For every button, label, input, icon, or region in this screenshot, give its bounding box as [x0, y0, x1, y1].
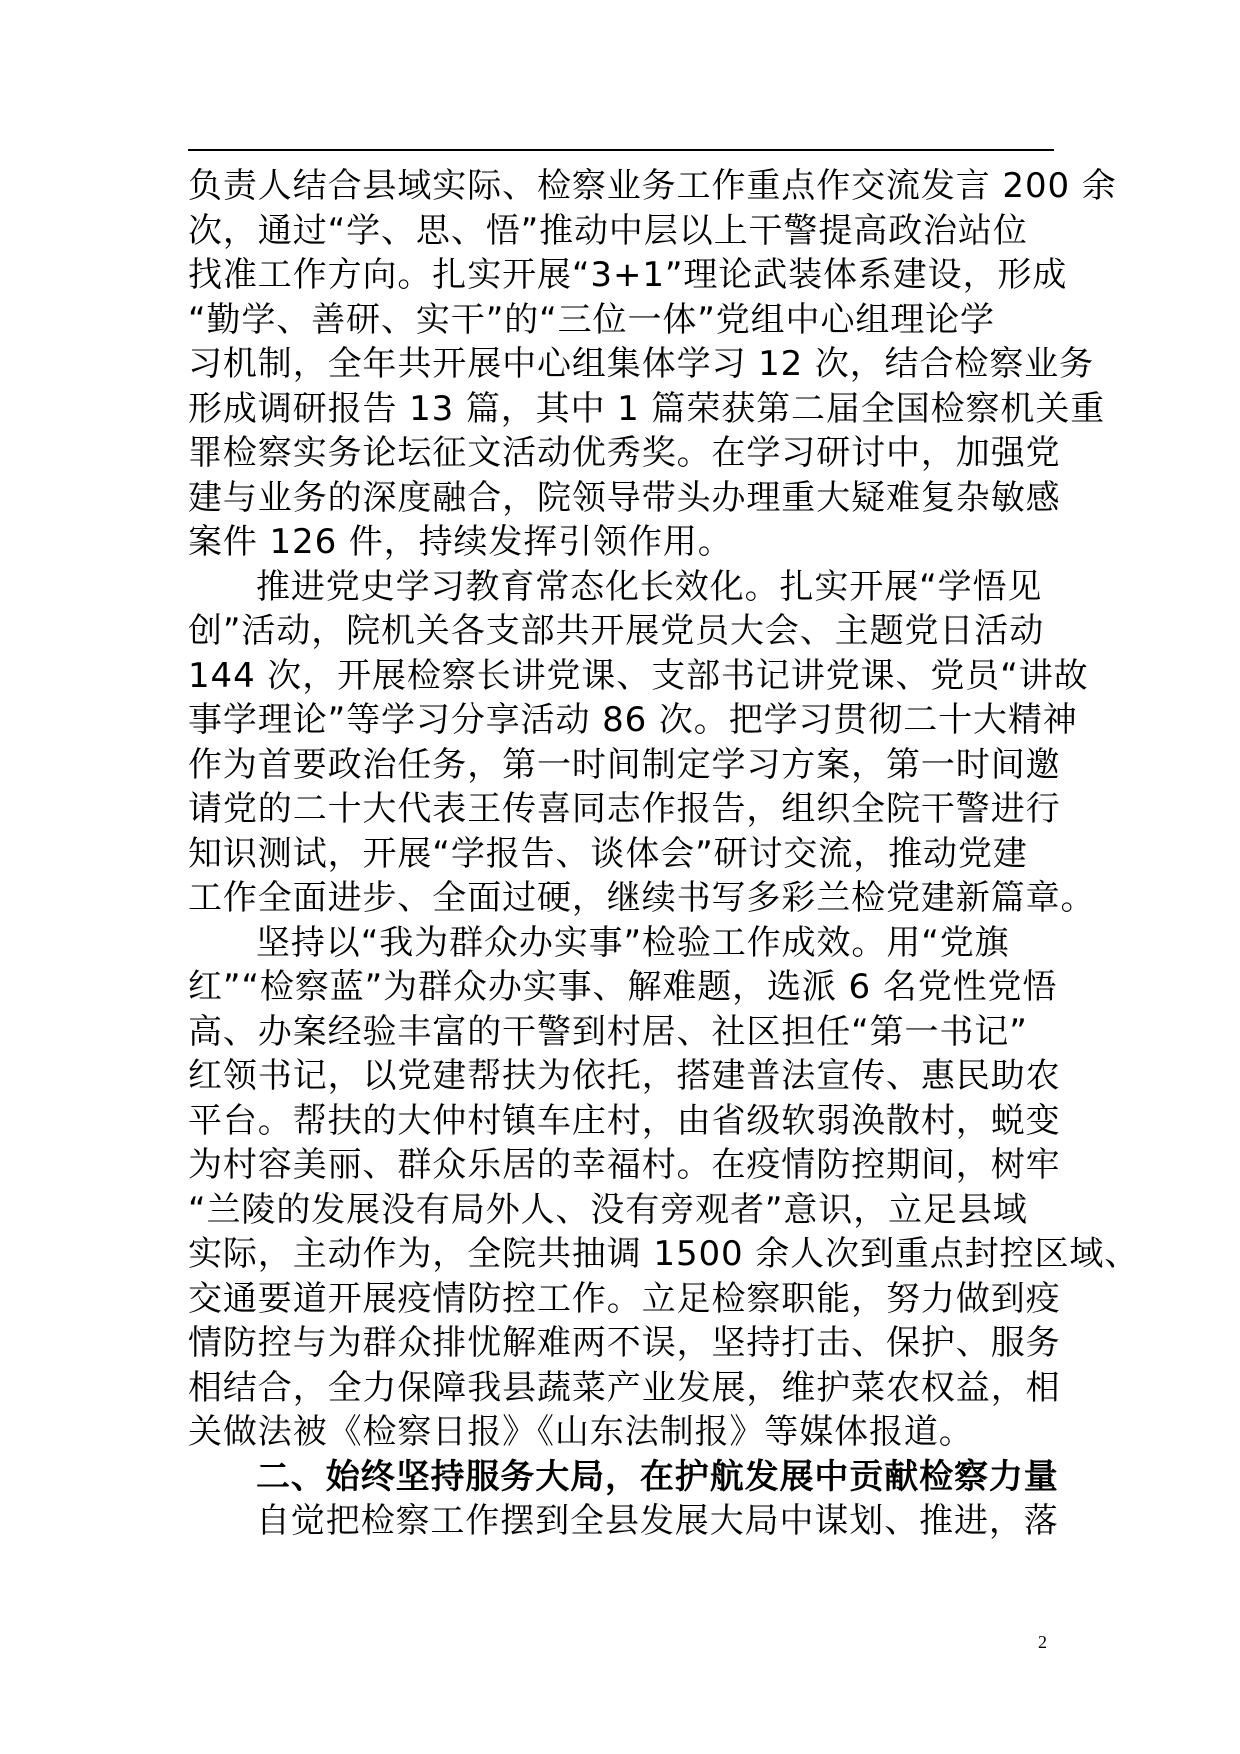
text-line: 关做法被《检察日报》《山东法制报》等媒体报道。 [188, 1412, 974, 1452]
text-line: 作为首要政治任务，第一时间制定学习方案，第一时间邀 [188, 744, 1061, 785]
text-line: 高、办案经验丰富的干警到村居、社区担任“第一书记” [188, 1011, 1028, 1052]
paragraph-start-line: 坚持以“我为群众办实事”检验工作成效。用“党旗 [256, 922, 1010, 963]
text-line: 相结合，全力保障我县蔬菜产业发展，维护菜农权益，相 [188, 1367, 1061, 1408]
text-line: 创”活动，院机关各支部共开展党员大会、主题党日活动 [188, 611, 1045, 651]
text-line: 次，通过“学、思、悟”推动中层以上干警提高政治站位 [188, 210, 1028, 251]
text-line: 找准工作方向。扎实开展“3+1”理论武装体系建设，形成 [188, 255, 1068, 295]
text-line: 实际，主动作为，全院共抽调 1500 余人次到重点封控区域、 [188, 1234, 1140, 1274]
text-line: 建与业务的深度融合，院领导带头办理重大疑难复杂敏感 [188, 477, 1061, 518]
paragraph-start-line: 推进党史学习教育常态化长效化。扎实开展“学悟见 [256, 566, 1043, 607]
text-line: 平台。帮扶的大仲村镇车庄村，由省级软弱涣散村，蜕变 [188, 1100, 1061, 1141]
text-line: 请党的二十大代表王传喜同志作报告，组织全院干警进行 [188, 789, 1061, 829]
text-line: 事学理论”等学习分享活动 86 次。把学习贯彻二十大精神 [188, 700, 1078, 740]
text-line: 红”“检察蓝”为群众办实事、解难题，选派 6 名党性党悟 [188, 967, 1058, 1007]
text-line: 罪检察实务论坛征文活动优秀奖。在学习研讨中，加强党 [188, 433, 1061, 473]
page-number: 2 [1038, 1632, 1047, 1652]
document-body [188, 164, 1140, 1544]
text-line: 负责人结合县域实际、检察业务工作重点作交流发言 200 余 [188, 166, 1117, 206]
text-line: 知识测试，开展“学报告、谈体会”研讨交流，推动党建 [188, 833, 1028, 874]
text-line: 红领书记，以党建帮扶为依托，搭建普法宣传、惠民助农 [188, 1056, 1061, 1096]
paragraph-start-line: 自觉把检察工作摆到全县发展大局中谋划、推进，落 [256, 1501, 1059, 1541]
section-heading: 二、始终坚持服务大局，在护航发展中贡献检察力量 [256, 1456, 1059, 1497]
text-line: “勤学、善研、实干”的“三位一体”党组中心组理论学 [188, 299, 995, 340]
text-line: 习机制，全年共开展中心组集体学习 12 次，结合检察业务 [188, 344, 1095, 384]
text-line: 144 次，开展检察长讲党课、支部书记讲党课、党员“讲故 [188, 655, 1089, 696]
text-line: 交通要道开展疫情防控工作。立足检察职能，努力做到疫 [188, 1278, 1061, 1319]
text-line: 形成调研报告 13 篇，其中 1 篇荣获第二届全国检察机关重 [188, 388, 1106, 429]
header-rule [188, 149, 1054, 151]
text-line: 为村容美丽、群众乐居的幸福村。在疫情防控期间，树牢 [188, 1145, 1061, 1185]
text-line: 情防控与为群众排忧解难两不误，坚持打击、保护、服务 [188, 1323, 1061, 1363]
text-line: “兰陵的发展没有局外人、没有旁观者”意识，立足县域 [188, 1189, 1028, 1230]
text-line: 工作全面进步、全面过硬，继续书写多彩兰检党建新篇章。 [188, 878, 1096, 918]
text-line: 案件 126 件，持续发挥引领作用。 [188, 522, 733, 562]
